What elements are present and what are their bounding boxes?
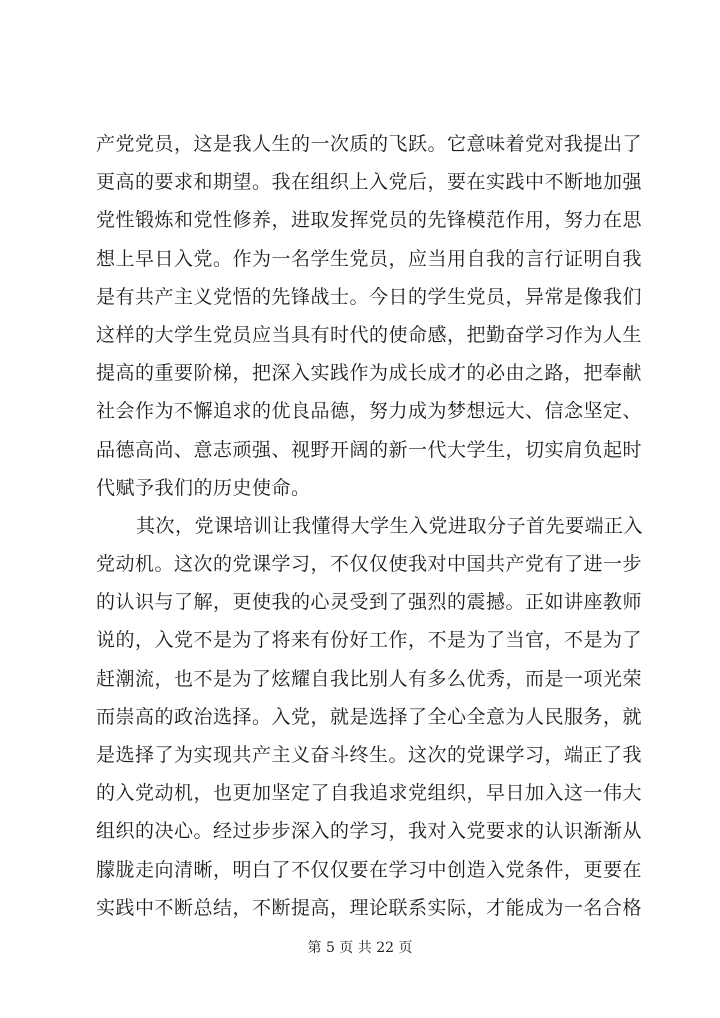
paragraph-1-line-2: 更高的要求和期望。我在组织上入党后，要在实践中不断地加强 (96, 171, 643, 194)
paragraph-2-line-1: 其次，党课培训让我懂得大学生入党进取分子首先要端正入 (136, 514, 644, 537)
paragraph-2-line-10: 朦胧走向清晰，明白了不仅仅要在学习中创造入党条件，更要在 (96, 858, 643, 881)
page-number-footer: 第 5 页 共 22 页 (307, 940, 413, 956)
paragraph-2-line-11: 实践中不断总结，不断提高，理论联系实际，才能成为一名合格 (96, 896, 643, 919)
document-body (96, 125, 644, 927)
paragraph-2-line-4: 说的，入党不是为了将来有份好工作，不是为了当官，不是为了 (96, 629, 643, 652)
paragraph-2-line-3: 的认识与了解，更使我的心灵受到了强烈的震撼。正如讲座教师 (96, 591, 643, 614)
paragraph-1-line-1: 产党党员，这是我人生的一次质的飞跃。它意味着党对我提出了 (96, 133, 643, 155)
paragraph-1-line-4: 想上早日入党。作为一名学生党员，应当用自我的言行证明自我 (96, 247, 643, 270)
paragraph-2-line-8: 的入党动机，也更加坚定了自我追求党组织，早日加入这一伟大 (96, 782, 643, 805)
paragraph-2-line-9: 组织的决心。经过步步深入的学习，我对入党要求的认识渐渐从 (96, 820, 643, 843)
paragraph-1-line-3: 党性锻炼和党性修养，进取发挥党员的先锋模范作用，努力在思 (96, 209, 643, 232)
paragraph-1-line-5: 是有共产主义党悟的先锋战士。今日的学生党员，异常是像我们 (96, 285, 643, 308)
paragraph-1-line-6: 这样的大学生党员应当具有时代的使命感，把勤奋学习作为人生 (96, 323, 643, 346)
paragraph-2-line-5: 赶潮流，也不是为了炫耀自我比别人有多么优秀，而是一项光荣 (96, 667, 643, 690)
paragraph-2-line-2: 党动机。这次的党课学习，不仅仅使我对中国共产党有了进一步 (96, 553, 643, 576)
paragraph-1-line-8: 社会作为不懈追求的优良品德，努力成为梦想远大、信念坚定、 (96, 400, 643, 423)
paragraph-1-line-9: 品德高尚、意志顽强、视野开阔的新一代大学生，切实肩负起时 (96, 438, 643, 461)
paragraph-2-line-7: 是选择了为实现共产主义奋斗终生。这次的党课学习，端正了我 (96, 744, 643, 766)
paragraph-1-line-7: 提高的重要阶梯，把深入实践作为成长成才的必由之路，把奉献 (96, 362, 643, 385)
paragraph-2-line-6: 而崇高的政治选择。入党，就是选择了全心全意为人民服务，就 (96, 705, 643, 728)
paragraph-1-line-10: 代赋予我们的历史使命。 (96, 476, 311, 499)
